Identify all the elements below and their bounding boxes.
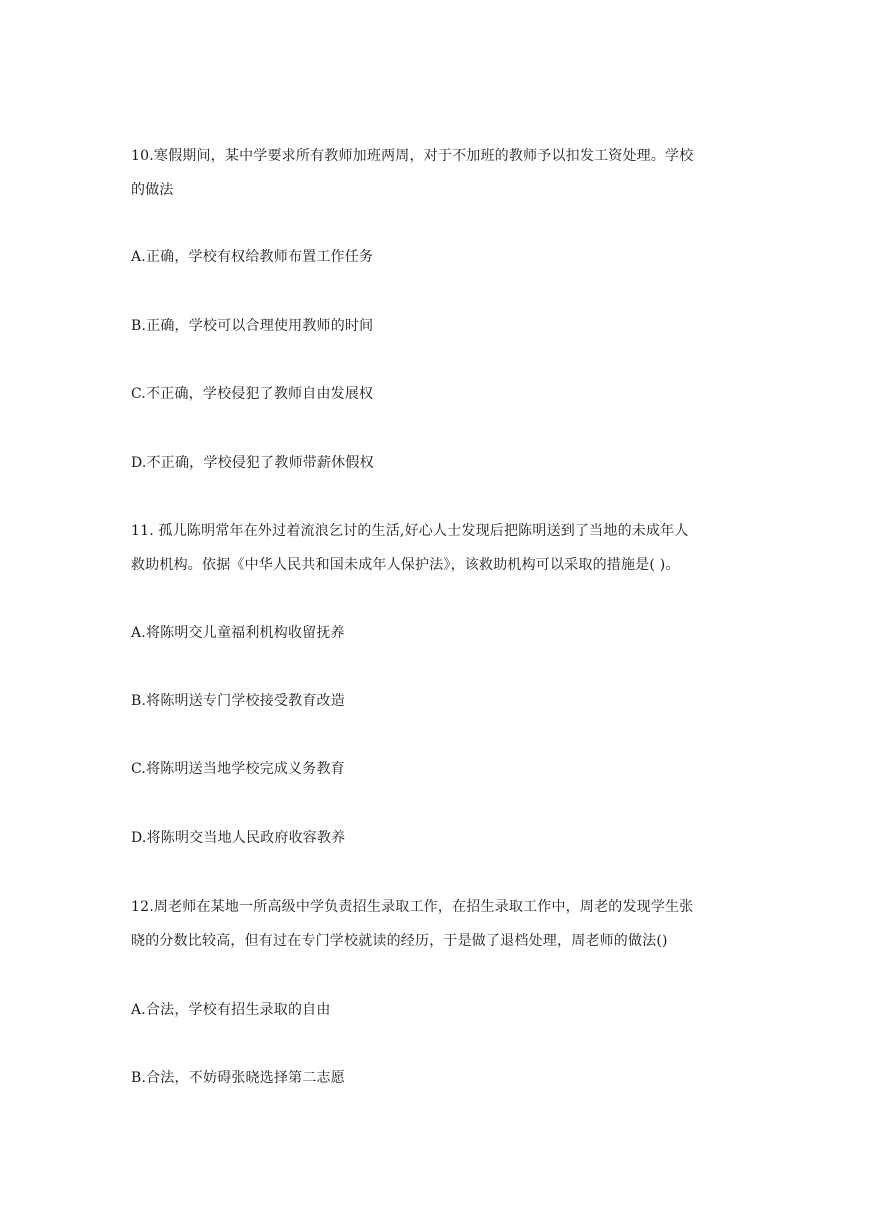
- question-11-stem-line-2: 救助机构。依据《中华人民共和国未成年人保护法》，该救助机构可以采取的措施是( )。: [131, 557, 680, 573]
- question-12-stem-line-2: 晓的分数比较高，但有过在专门学校就读的经历，于是做了退档处理，周老师的做法(): [131, 933, 668, 949]
- question-10-option-d: D.不正确，学校侵犯了教师带薪休假权: [131, 455, 374, 471]
- question-10-option-b: B.正确，学校可以合理使用教师的时间: [131, 318, 374, 334]
- question-10-stem-line-2: 的做法: [131, 182, 174, 198]
- question-12-option-a: A.合法，学校有招生录取的自由: [131, 1002, 331, 1018]
- question-12-option-b: B.合法，不妨碍张晓选择第二志愿: [131, 1070, 345, 1086]
- question-10-stem-line-1: 10.寒假期间，某中学要求所有教师加班两周，对于不加班的教师予以扣发工资处理。学校: [131, 148, 694, 164]
- question-11-option-d: D.将陈明交当地人民政府收容教养: [131, 830, 346, 846]
- question-11-option-c: C.将陈明送当地学校完成义务教育: [131, 761, 345, 777]
- question-11-option-a: A.将陈明交儿童福利机构收留抚养: [131, 625, 345, 641]
- question-12-stem-line-1: 12.周老师在某地一所高级中学负责招生录取工作，在招生录取工作中，周老的发现学生张: [131, 899, 694, 915]
- question-11-stem-line-1: 11. 孤儿陈明常年在外过着流浪乞讨的生活,好心人士发现后把陈明送到了当地的未成年人: [131, 523, 689, 539]
- question-11-option-b: B.将陈明送专门学校接受教育改造: [131, 693, 345, 709]
- question-10-option-c: C.不正确，学校侵犯了教师自由发展权: [131, 386, 374, 402]
- question-10-option-a: A.正确，学校有权给教师布置工作任务: [131, 249, 374, 265]
